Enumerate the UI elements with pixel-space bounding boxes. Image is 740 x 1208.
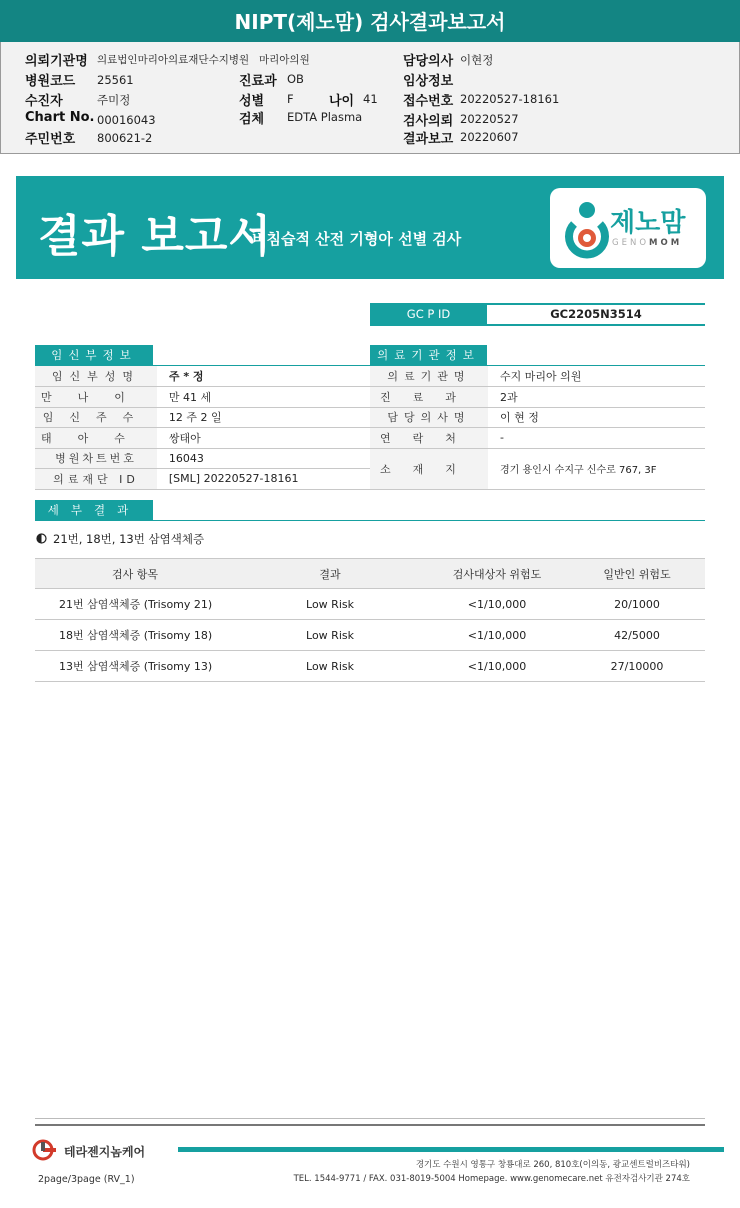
table-cell: 진료과 — [370, 387, 488, 408]
specimen-value: EDTA Plasma — [287, 110, 363, 124]
dept-label: 진료과 — [239, 74, 277, 89]
detail-summary: 21번, 18번, 13번 삼염색체증 — [36, 531, 204, 547]
terragen-logo-icon — [32, 1139, 58, 1161]
table-cell: 16043 — [157, 448, 370, 469]
report-banner — [16, 176, 724, 279]
table-cell: 18번 삼염색체증 (Trisomy 18) — [35, 620, 235, 651]
footer-address: 경기도 수원시 영통구 창룡대로 260, 810호(이의동, 광교센트럴비즈타워) — [415, 1160, 690, 1170]
table-cell: 이 현 정 — [488, 407, 705, 428]
column-header: 일반인 위험도 — [569, 559, 705, 589]
detail-rule — [35, 520, 705, 521]
table-cell: 2과 — [488, 387, 705, 408]
request-value: 20220527 — [460, 112, 519, 126]
table-row — [35, 620, 705, 651]
footer-contact: TEL. 1544-9771 / FAX. 031-8019-5004 Homepage. www.genomecare.net 유전자검사기관 274호 — [293, 1174, 690, 1184]
institution-info-heading: 의료기관정보 — [370, 345, 487, 365]
doctor-value: 이현정 — [460, 53, 494, 67]
table-row — [35, 387, 370, 408]
institution-info-table — [370, 366, 705, 490]
column-header: 검사대상자 위험도 — [425, 559, 569, 589]
institution-value: 의료법인마리아의료재단수지병원 — [97, 54, 250, 66]
table-cell: 13번 삼염색체증 (Trisomy 13) — [35, 651, 235, 682]
table-cell: <1/10,000 — [425, 589, 569, 620]
footer-divider-bold — [35, 1124, 705, 1126]
result-table — [35, 558, 705, 682]
table-row — [35, 589, 705, 620]
table-cell: 경기 용인시 수지구 신수로 767, 3F — [488, 448, 705, 489]
table-cell: 20/1000 — [569, 589, 705, 620]
receipt-label: 접수번호 — [403, 94, 454, 109]
sex-value: F — [287, 92, 294, 106]
ssn-value: 800621-2 — [97, 131, 153, 145]
table-cell: 태아수 — [35, 428, 157, 449]
report-date-value: 20220607 — [460, 130, 519, 144]
receipt-value: 20220527-18161 — [460, 92, 560, 106]
table-cell: 의료기관명 — [370, 366, 488, 387]
genomom-mother-icon — [560, 196, 610, 260]
banner-title: 결과 보고서 — [38, 211, 272, 262]
table-cell: 소재지 — [370, 448, 488, 489]
footer-accent-bar — [178, 1147, 724, 1152]
doctor-label: 담당의사 — [403, 54, 454, 69]
column-header: 결과 — [235, 559, 425, 589]
table-row — [370, 407, 705, 428]
patient-value: 주미정 — [97, 93, 131, 107]
table-cell: 12 주 2 일 — [157, 407, 370, 428]
pregnant-info-heading: 임신부정보 — [35, 345, 153, 365]
age-label: 나이 — [329, 94, 355, 109]
table-cell: 42/5000 — [569, 620, 705, 651]
table-row — [370, 448, 705, 489]
table-row — [370, 387, 705, 408]
table-cell: Low Risk — [235, 620, 425, 651]
clinical-label: 임상정보 — [403, 74, 454, 89]
institution-value-overlap: 마리아의원 — [259, 54, 310, 66]
table-cell: 21번 삼염색체증 (Trisomy 21) — [35, 589, 235, 620]
pregnant-info-table — [35, 366, 370, 490]
table-cell: Low Risk — [235, 589, 425, 620]
column-header: 검사 항목 — [35, 559, 235, 589]
ssn-label: 주민번호 — [25, 132, 76, 147]
table-cell: 주 * 정 — [157, 366, 370, 387]
table-row — [35, 407, 370, 428]
table-cell: 임신부성명 — [35, 366, 157, 387]
request-label: 검사의뢰 — [403, 114, 454, 129]
table-cell: 쌍태아 — [157, 428, 370, 449]
table-cell: 수지 마리아 의원 — [488, 366, 705, 387]
table-cell: <1/10,000 — [425, 651, 569, 682]
sex-label: 성별 — [239, 94, 265, 109]
specimen-label: 검체 — [239, 112, 265, 127]
table-row — [35, 448, 370, 469]
genomom-logo — [550, 188, 706, 268]
hospital-code-value: 25561 — [97, 73, 134, 87]
table-cell: Low Risk — [235, 651, 425, 682]
table-cell: 연락처 — [370, 428, 488, 449]
dept-value: OB — [287, 72, 304, 86]
table-row — [370, 428, 705, 449]
table-cell: 임신주수 — [35, 407, 157, 428]
table-cell: 의료재단 ID — [35, 469, 157, 490]
banner-subtitle: 비침습적 산전 기형아 선별 검사 — [252, 230, 462, 248]
logo-subtext: GENOMOM — [612, 238, 683, 248]
report-date-label: 결과보고 — [403, 132, 454, 147]
institution-label: 의뢰기관명 — [25, 54, 88, 69]
result-header-row — [35, 559, 705, 589]
table-cell: 병원차트번호 — [35, 448, 157, 469]
detail-heading: 세부결과 — [35, 500, 153, 520]
table-row — [35, 366, 370, 387]
age-value: 41 — [363, 92, 378, 106]
table-cell: [SML] 20220527-18161 — [157, 469, 370, 490]
chart-value: 00016043 — [97, 113, 156, 127]
patient-info-box — [0, 42, 740, 154]
table-row — [35, 428, 370, 449]
table-cell: 담당의사명 — [370, 407, 488, 428]
page-number: 2page/3page (RV_1) — [38, 1174, 135, 1185]
gcpid-label: GC P ID — [370, 303, 487, 326]
gcpid-value: GC2205N3514 — [550, 307, 642, 321]
logo-text: 제노맘 — [610, 208, 686, 238]
footer-company: 테라젠지놈케어 — [64, 1145, 146, 1159]
table-cell: - — [488, 428, 705, 449]
table-row — [35, 469, 370, 490]
table-cell: 만나이 — [35, 387, 157, 408]
chart-label: Chart No. — [25, 110, 95, 125]
table-row — [370, 366, 705, 387]
half-circle-icon — [36, 533, 47, 544]
report-title: NIPT(제노맘) 검사결과보고서 — [0, 0, 740, 42]
footer-divider — [35, 1118, 705, 1119]
table-row — [35, 651, 705, 682]
hospital-code-label: 병원코드 — [25, 74, 76, 89]
table-cell: 27/10000 — [569, 651, 705, 682]
table-cell: <1/10,000 — [425, 620, 569, 651]
table-cell: 만 41 세 — [157, 387, 370, 408]
patient-label: 수진자 — [25, 94, 63, 109]
